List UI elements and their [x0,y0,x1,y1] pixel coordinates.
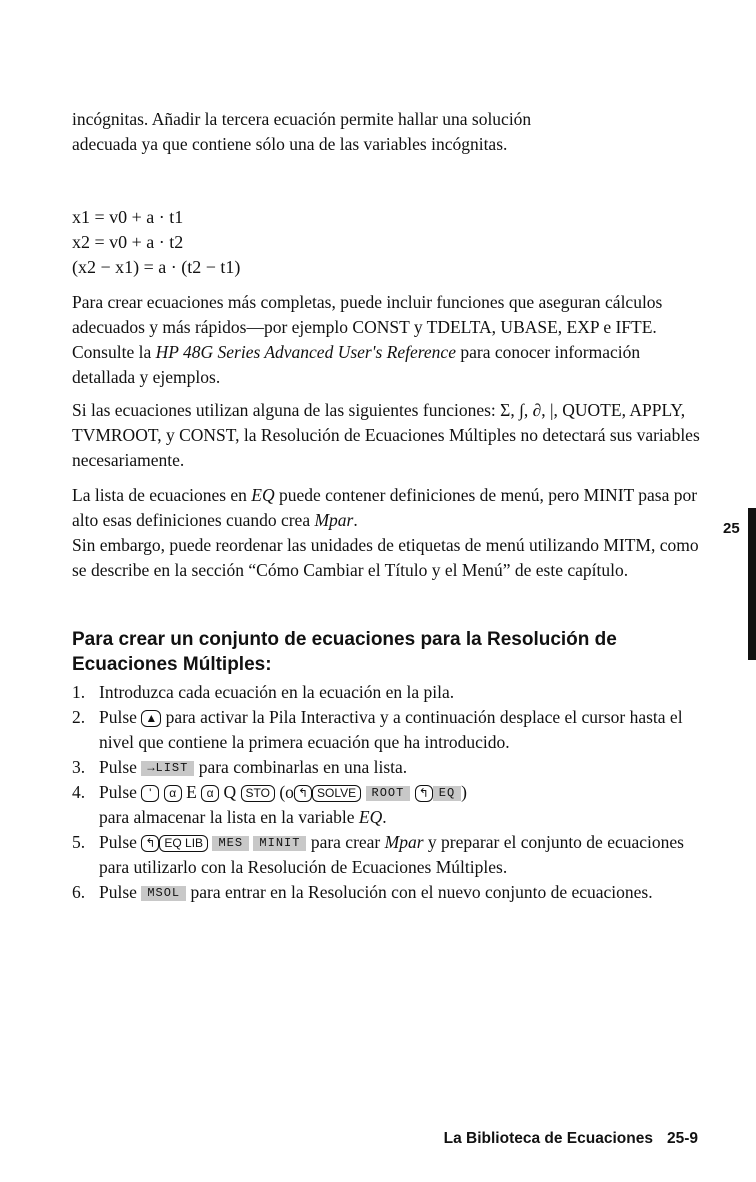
equation-1 [72,205,183,230]
left-shift-key-3: ↰ [141,835,159,852]
step-1-number: 1. [72,682,86,702]
paragraph-detection [72,398,702,473]
alpha-key: α [164,785,182,802]
step-4-line2b: . [382,807,387,827]
equation-3 [72,255,240,280]
footer-title: La Biblioteca de Ecuaciones [443,1130,653,1147]
alpha-key-2: α [201,785,219,802]
left-shift-key: ↰ [294,785,312,802]
eq-softkey: EQ [433,786,461,801]
step-6 [72,880,702,905]
variable-eq: EQ [251,485,275,505]
step-3-number: 3. [72,757,86,777]
paragraph-menu-a: La lista de ecuaciones en [72,485,252,505]
equation-2-text: x2 = v0 + a · t2 [72,232,184,252]
equation-1-text: x1 = v0 + a · t1 [72,207,184,227]
intro-paragraph [72,107,702,157]
intro-line-1: incógnitas. Añadir la tercera ecuación permite hallar una solución [72,109,532,129]
list-softkey: →LIST [141,761,194,776]
step-4-variable-eq: EQ [358,807,383,827]
paragraph-detection-text: Si las ecuaciones utilizan alguna de las siguientes funciones: Σ, ∫, ∂, |, QUOTE, APPLY, TVMROOT, y CONST, la Resolución de Ecuaciones Múltiples no detectará sus variables necesariamente. [72,400,700,470]
step-6-number: 6. [72,882,86,902]
equation-2 [72,230,183,255]
letter-q: Q [223,782,237,802]
quote-key: ' [141,785,159,802]
paragraph-menu-c: . [353,510,358,530]
step-6-pre: Pulse [99,882,137,902]
section-heading: Para crear un conjunto de ecuaciones para la Resolución de Ecuaciones Múltiples: [72,629,617,675]
variable-mpar: Mpar [314,510,354,530]
step-5-mpar: Mpar [384,832,424,852]
root-softkey: ROOT [366,786,411,801]
step-4-open-paren: (o [279,782,294,802]
chapter-tab-bar [748,508,756,660]
reference-title: HP 48G Series Advanced User's Reference [155,342,456,362]
mes-softkey: MES [212,836,249,851]
step-1-text: Introduzca cada ecuación en la ecuación en la pila. [99,682,455,702]
step-5-text: y preparar el conjunto de ecuaciones para utilizarlo con la Resolución de Ecuaciones Múltiples. [99,832,684,877]
step-5 [72,830,702,880]
step-2-number: 2. [72,707,86,727]
left-shift-key-2: ↰ [415,785,433,802]
paragraph-menu-b: puede contener definiciones de menú, pero MINIT pasa por alto esas definiciones cuando crea [72,485,698,530]
chapter-tab-number: 25 [723,520,740,537]
step-4-line2a: para almacenar la lista en la variable [99,807,359,827]
msol-softkey: MSOL [141,886,186,901]
paragraph-functions [72,290,702,390]
step-4 [72,780,702,830]
letter-e: E [186,782,197,802]
page-footer [444,1130,698,1148]
step-3-pre: Pulse [99,757,137,777]
step-4-pre: Pulse [99,782,137,802]
step-4-number: 4. [72,782,86,802]
paragraph-menu [72,483,702,583]
step-6-text: para entrar en la Resolución con el nuevo conjunto de ecuaciones. [190,882,653,902]
equation-3-text: (x2 − x1) = a · (t2 − t1) [72,257,241,277]
step-3 [72,755,702,780]
sto-key: STO [241,785,275,802]
step-5-mid: para crear [310,832,385,852]
step-1 [72,680,702,705]
intro-line-2: adecuada ya que contiene sólo una de las variables incógnitas. [72,134,508,154]
steps-list [72,680,702,905]
step-4-close-paren: ) [461,782,467,802]
step-2-pre: Pulse [99,707,137,727]
paragraph-functions-text-b: para conocer información detallada y ejemplos. [72,342,641,387]
page-number: 25-9 [666,1130,698,1147]
step-5-pre: Pulse [99,832,137,852]
solve-key: SOLVE [312,785,361,802]
step-5-number: 5. [72,832,86,852]
paragraph-menu-d: Sin embargo, puede reordenar las unidades de etiquetas de menú utilizando MITM, como se describe en la sección “Cómo Cambiar el Título y el Menú” de este capítulo. [72,535,699,580]
step-3-text: para combinarlas en una lista. [198,757,408,777]
up-arrow-key: ▲ [141,710,161,727]
minit-softkey: MINIT [253,836,306,851]
paragraph-functions-text-a: Para crear ecuaciones más completas, puede incluir funciones que aseguran cálculos adecuados y más rápidos—por ejemplo CONST y TDELTA, UBASE, EXP e IFTE. Consulte la [72,292,663,362]
eq-lib-key: EQ LIB [159,835,208,852]
step-2-text: para activar la Pila Interactiva y a continuación desplace el cursor hasta el nivel que contiene la primera ecuación que ha introducido. [99,707,683,752]
step-2 [72,705,702,755]
